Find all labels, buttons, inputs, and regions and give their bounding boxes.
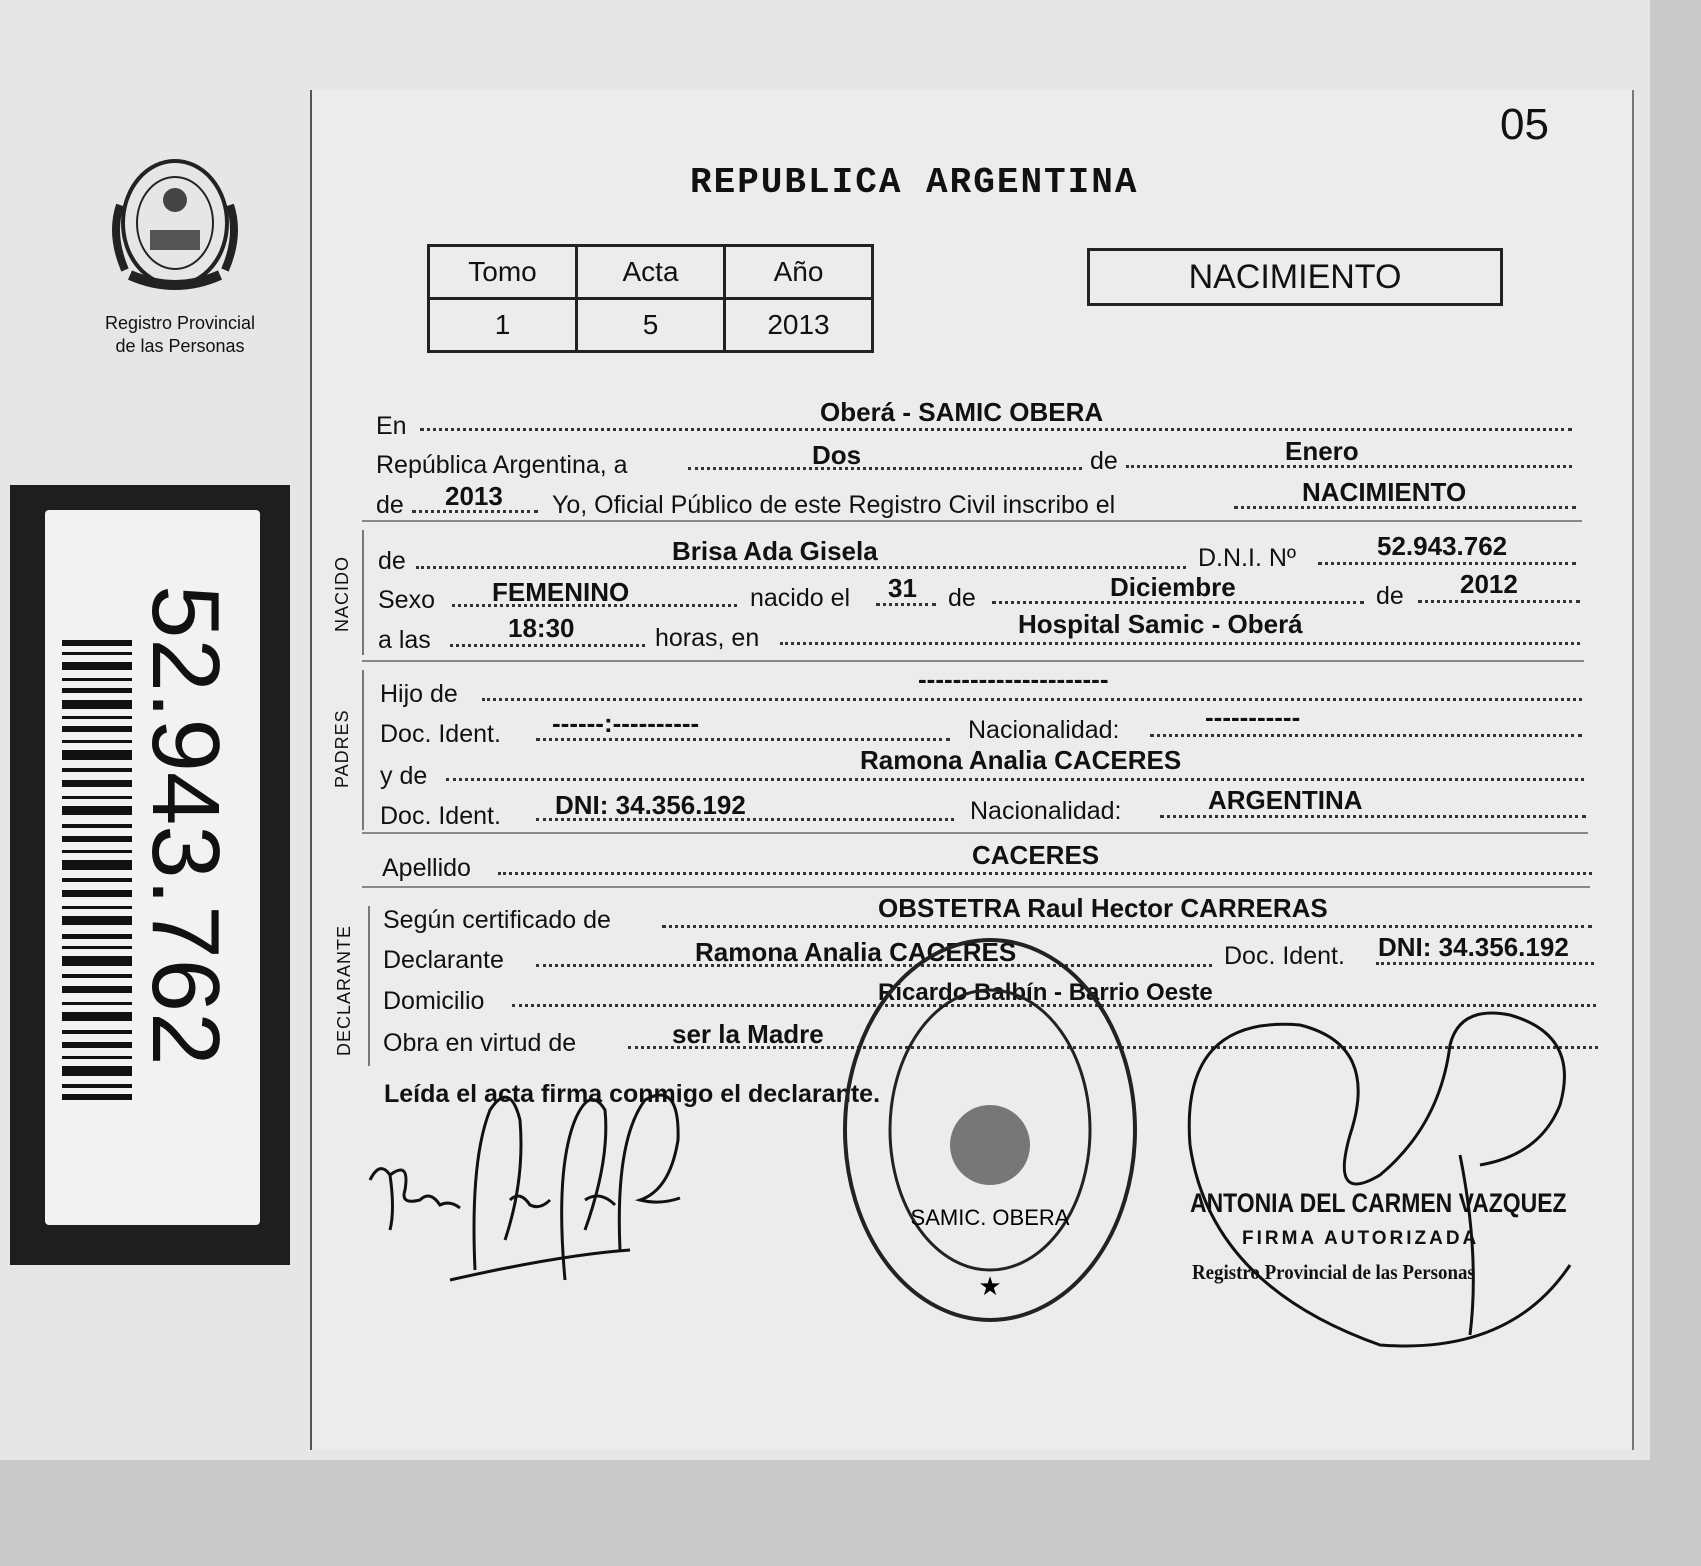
doc2-value: DNI: 34.356.192 <box>555 790 746 820</box>
record-table-header <box>429 246 873 299</box>
cert-value: OBSTETRA Raul Hector CARRERAS <box>878 893 1328 923</box>
table-cell: Acta <box>577 246 725 299</box>
dni-label: D.N.I. Nº <box>1198 544 1297 572</box>
dotted-line <box>498 872 1592 875</box>
de2-label: de <box>1376 582 1404 610</box>
section-bracket <box>362 670 364 830</box>
table-cell: Tomo <box>429 246 577 299</box>
act-type-box: NACIMIENTO <box>1087 248 1503 306</box>
registry-name: Registro Provincial de las Personas <box>104 313 256 356</box>
dotted-line <box>446 778 1584 781</box>
father-value: ---------------------- <box>918 664 1109 694</box>
place-value: Oberá - SAMIC OBERA <box>820 397 1104 427</box>
nac1-label: Nacionalidad: <box>968 716 1120 744</box>
decl-doc-label: Doc. Ident. <box>1224 942 1345 970</box>
inscribo-label: Yo, Oficial Público de este Registro Civil inscribo el <box>552 491 1116 519</box>
birth-month-value: Diciembre <box>1110 572 1236 602</box>
section-bracket <box>362 530 364 655</box>
section-divider <box>362 832 1588 834</box>
page-number: 05 <box>1500 100 1549 149</box>
section-divider <box>362 660 1584 662</box>
delegation-stamp <box>830 930 1150 1330</box>
horas-label: horas, en <box>655 624 760 652</box>
star-icon: ★ <box>978 1271 1002 1301</box>
section-divider <box>362 886 1590 888</box>
barcode-number: 52.943.762 <box>132 585 239 1066</box>
dotted-line <box>662 925 1592 928</box>
doc2-label: Doc. Ident. <box>380 802 501 830</box>
dni-value: 52.943.762 <box>1377 531 1508 561</box>
doc1-label: Doc. Ident. <box>380 720 501 748</box>
provincial-emblem-icon <box>100 145 250 305</box>
republica-label: República Argentina, a <box>376 451 628 479</box>
time-value: 18:30 <box>508 613 575 643</box>
act-value: NACIMIENTO <box>1302 477 1467 507</box>
dotted-line <box>1150 734 1582 737</box>
sexo-label: Sexo <box>378 586 435 614</box>
yde-label: y de <box>380 762 428 790</box>
de1-label: de <box>948 584 976 612</box>
decl-doc-value: DNI: 34.356.192 <box>1378 932 1569 962</box>
dom-value: Ricardo Balbín - Barrio Oeste <box>878 979 1213 1006</box>
birth-year-value: 2012 <box>1460 569 1518 599</box>
apellido-label: Apellido <box>382 854 471 882</box>
closing-text: Leída el acta firma conmigo el declarante. <box>384 1080 881 1108</box>
birth-day-value: 31 <box>888 573 917 603</box>
birth-place-value: Hospital Samic - Oberá <box>1018 609 1303 639</box>
official-name: ANTONIA DEL CARMEN VAZQUEZ <box>1190 1188 1567 1218</box>
dotted-line <box>1418 600 1580 603</box>
de-label: de <box>1090 447 1118 475</box>
table-cell: 5 <box>577 299 725 352</box>
obra-label: Obra en virtud de <box>383 1029 577 1057</box>
table-cell: Año <box>725 246 873 299</box>
dotted-line <box>1318 562 1576 565</box>
official-office: Registro Provincial de las Personas <box>1192 1260 1475 1284</box>
decl-label: Declarante <box>383 946 504 974</box>
month-value: Enero <box>1285 436 1359 466</box>
record-table <box>427 244 874 353</box>
decl-value: Ramona Analia CACERES <box>695 937 1017 967</box>
official-signature <box>1180 1005 1600 1365</box>
section-divider <box>362 520 1582 522</box>
section-bracket <box>368 906 370 1066</box>
dotted-line <box>780 642 1580 645</box>
mother-value: Ramona Analia CACERES <box>860 745 1182 775</box>
nac2-label: Nacionalidad: <box>970 797 1122 825</box>
nac2-value: ARGENTINA <box>1208 785 1363 815</box>
apellido-value: CACERES <box>972 840 1100 870</box>
dotted-line <box>688 467 1082 470</box>
nacido-de-label: de <box>378 547 406 575</box>
dom-label: Domicilio <box>383 987 485 1015</box>
sexo-value: FEMENINO <box>492 577 630 607</box>
alas-label: a las <box>378 626 431 654</box>
cert-label: Según certificado de <box>383 906 611 934</box>
child-name-value: Brisa Ada Gisela <box>672 536 878 566</box>
dotted-line <box>482 698 1582 701</box>
dotted-line <box>420 428 1572 431</box>
nacido-section-label: NACIDO <box>332 555 352 632</box>
hijo-label: Hijo de <box>380 680 458 708</box>
declarante-section-label: DECLARANTE <box>334 924 354 1056</box>
country-title: REPUBLICA ARGENTINA <box>690 162 1139 203</box>
table-cell: 1 <box>429 299 577 352</box>
nac1-value: ----------- <box>1205 702 1301 732</box>
nacido-el-label: nacido el <box>750 584 851 612</box>
day-value: Dos <box>812 440 862 470</box>
dotted-line <box>450 644 645 647</box>
declarant-signature <box>360 1080 720 1310</box>
year-value: 2013 <box>445 481 503 511</box>
padres-section-label: PADRES <box>332 709 352 788</box>
record-table-values <box>429 299 873 352</box>
en-label: En <box>376 412 407 440</box>
table-cell: 2013 <box>725 299 873 352</box>
doc1-value: ------:---------- <box>552 708 700 738</box>
de-year-label: de <box>376 491 404 519</box>
barcode-icon <box>62 640 132 1100</box>
official-role: FIRMA AUTORIZADA <box>1242 1228 1480 1249</box>
obra-value: ser la Madre <box>672 1019 824 1049</box>
stamp-bottom-text: SAMIC. OBERA <box>910 1205 1070 1230</box>
